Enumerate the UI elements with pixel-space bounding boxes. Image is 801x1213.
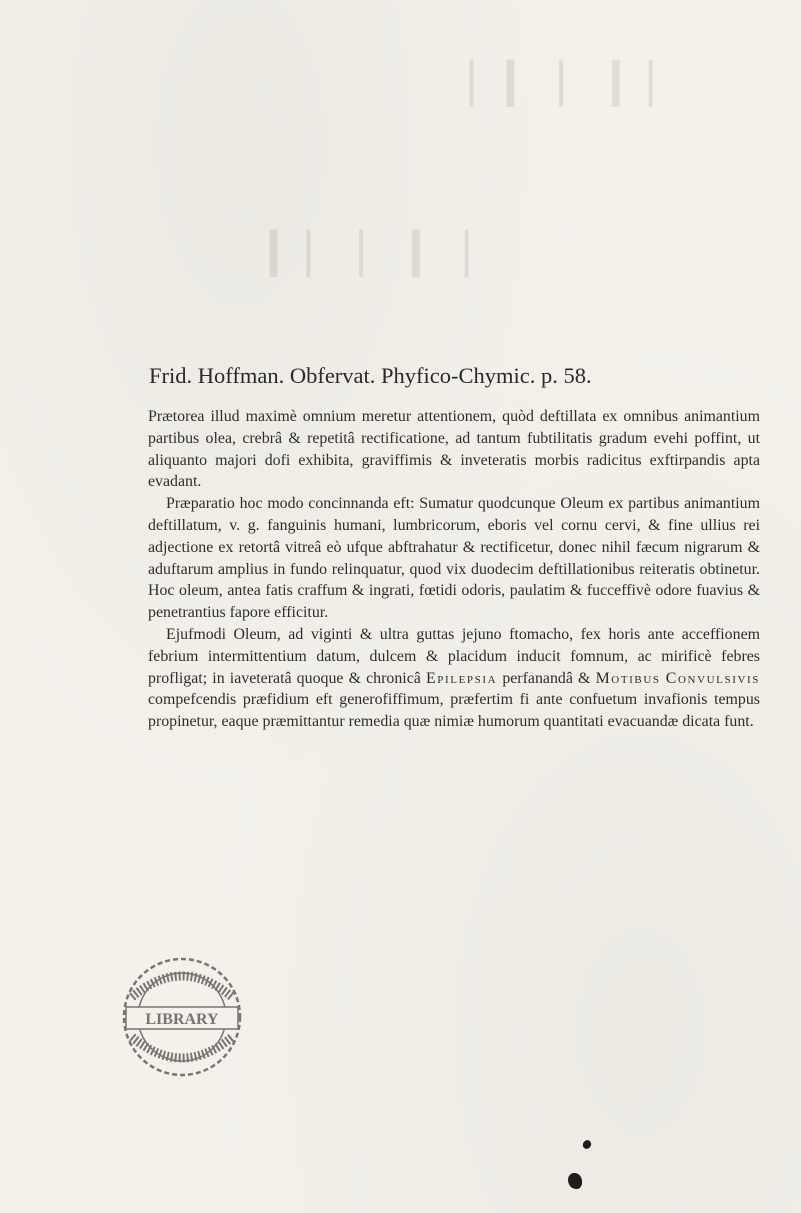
paragraph-3-part-a: Ejufmodi Oleum, ad viginti & ultra guttas jejuno ftomacho, fex horis ante acceffionem febrium intermittentium datum, dulcem & placidum inducit fomnum, ac mirificè febres profligat; in iaveteratâ quoque & chronicâ bbox=[148, 625, 760, 687]
paragraph-2: Præparatio hoc modo concinnanda eft: Sumatur quodcunque Oleum ex partibus animantium deftillatum, v. g. fanguinis humani, lumbricorum, eboris vel cornu cervi, & fine ullius rei adjectione ex retortâ vitreâ eò ufque abftrahatur & rectificetur, donec nihil fæcum nigrarum & aduftarum amplius in fundo relinquatur, quod vix duodecim deftillationibus reiteratis obtinetur. Hoc oleum, antea fatis craffum & ingrati, fœtidi odoris, paulatim & fucceffivè odore fuavius & penetrantius fapore efficitur. bbox=[148, 495, 760, 622]
term-epilepsia: Epilepsia bbox=[425, 669, 498, 687]
show-through-text: ▏▎ ▏ ▎▏ bbox=[470, 61, 686, 106]
paragraph-3 bbox=[148, 624, 760, 733]
paragraph-3-part-c: compefcendis præfidium eft generofiffimum, præfertim fi ante confuetum invafionis tempus propinetur, eaque præmittantur remedia quæ nimiæ humorum quantitati evacuandæ dicata funt. bbox=[148, 691, 760, 731]
show-through-text: ▎▏ ▏ ▎ ▏ bbox=[270, 231, 502, 276]
term-motibus: Motibus bbox=[595, 669, 661, 687]
library-stamp bbox=[110, 945, 250, 1085]
ink-blot bbox=[581, 1139, 592, 1151]
body-text bbox=[148, 406, 760, 733]
stamp-label: LIBRARY bbox=[145, 1011, 219, 1028]
page-heading: Frid. Hoffman. Obfervat. Phyfico-Chymic. p. 58. bbox=[149, 363, 592, 388]
term-convulsivis: Convulsivis bbox=[665, 669, 760, 687]
paragraph-1: Prætorea illud maximè omnium meretur attentionem, quòd deftillata ex omnibus animantium partibus olea, crebrâ & repetitâ rectificatione, ad tantum fubtilitatis gradum evehi poffint, ut aliquanto majori dofi exhibita, graviffimis & inveteratis morbis radicitus exftirpandis apta evadant. bbox=[148, 408, 760, 491]
paragraph-3-part-b: perfanandâ & bbox=[502, 669, 591, 687]
ink-blot bbox=[568, 1173, 582, 1189]
